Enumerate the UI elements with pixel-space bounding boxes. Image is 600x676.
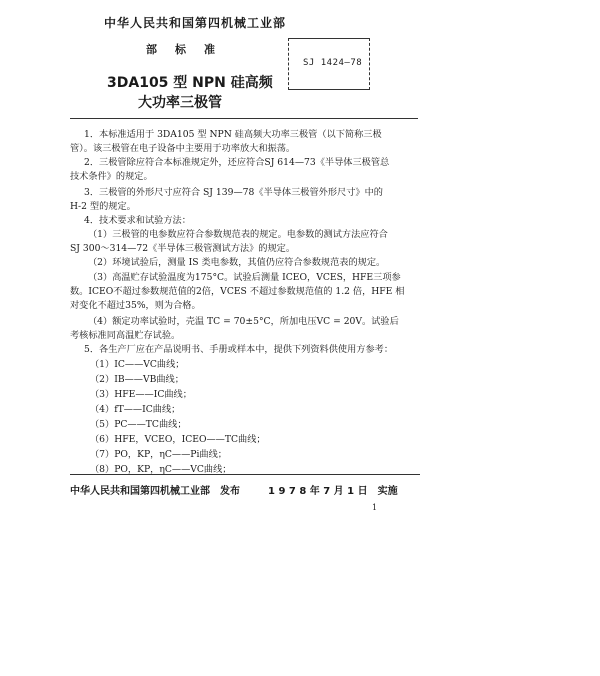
body-line: 管）。该三极管在电子设备中主要用于功率放大和振荡。 (70, 143, 296, 154)
standard-type-char: 准 (204, 43, 215, 56)
body-line: （4）额定功率试验时，壳温 TC = 70±5°C，所加电压VC = 20V。试验后 (88, 316, 399, 327)
body-line: 2．三极管除应符合本标准规定外，还应符合SJ 614—73《半导体三极管总 (84, 157, 390, 168)
body-line: 3．三极管的外形尺寸应符合 SJ 139—78《半导体三极管外形尺寸》中的 (84, 187, 383, 198)
body-line: SJ 300～314—72《半导体三极管测试方法》的规定。 (70, 243, 296, 254)
footer-divider (70, 474, 420, 475)
body-line: 考核标准同高温贮存试验。 (70, 330, 181, 341)
body-line: （5）PC——TC曲线； (90, 419, 187, 430)
publisher-line: 中华人民共和国第四机械工业部 发布 (70, 486, 240, 497)
body-line: （3）高温贮存试验温度为175°C。试验后测量 ICEO，VCES，HFE三项参 (88, 272, 401, 283)
body-line: （6）HFE，VCEO，ICEO——TC曲线； (90, 434, 266, 445)
body-line: （8）PO，KP，ηC——VC曲线； (90, 464, 232, 475)
body-line: （1）IC——VC曲线； (90, 359, 185, 370)
body-line: （2）IB——VB曲线； (90, 374, 184, 385)
body-line: 1．本标准适用于 3DA105 型 NPN 硅高频大功率三极管（以下简称三极 (84, 129, 382, 140)
body-line: （7）PO，KP，ηC——Pi曲线； (90, 449, 227, 460)
body-line: 4．技术要求和试验方法： (84, 215, 191, 226)
document-title-line-2: 大功率三极管 (138, 95, 222, 111)
body-line: 对变化不超过35%，则为合格。 (70, 300, 201, 311)
standard-type (146, 41, 233, 57)
body-line: （2）环境试验后，测量 IS 类电参数，其值仍应符合参数规范表的规定。 (88, 257, 386, 268)
body-line: 数。ICEO不超过参数规范值的2倍，VCES 不超过参数规范值的 1.2 倍，HFE 相 (70, 286, 405, 297)
standard-code: SJ 1424—78 (303, 58, 363, 68)
body-line: 5．各生产厂应在产品说明书、手册或样本中，提供下列资料供使用方参考： (84, 344, 394, 355)
header-divider (70, 118, 418, 119)
body-line: （1）三极管的电参数应符合参数规范表的规定。电参数的测试方法应符合 (88, 229, 388, 240)
page-number: 1 (372, 503, 378, 512)
body-line: 技术条件》的规定。 (70, 171, 153, 182)
document-title-line-1: 3DA105 型 NPN 硅高频 (107, 75, 273, 91)
body-line: （4）fT——IC曲线； (90, 404, 181, 415)
body-line: （3）HFE——IC曲线； (90, 389, 192, 400)
issuing-ministry: 中华人民共和国第四机械工业部 (104, 16, 287, 30)
effective-date: 1 9 7 8 年 7 月 1 日 实施 (268, 486, 398, 497)
standard-type-char: 部 (146, 43, 157, 56)
body-line: H-2 型的规定。 (70, 201, 136, 212)
standard-type-char: 标 (175, 43, 186, 56)
